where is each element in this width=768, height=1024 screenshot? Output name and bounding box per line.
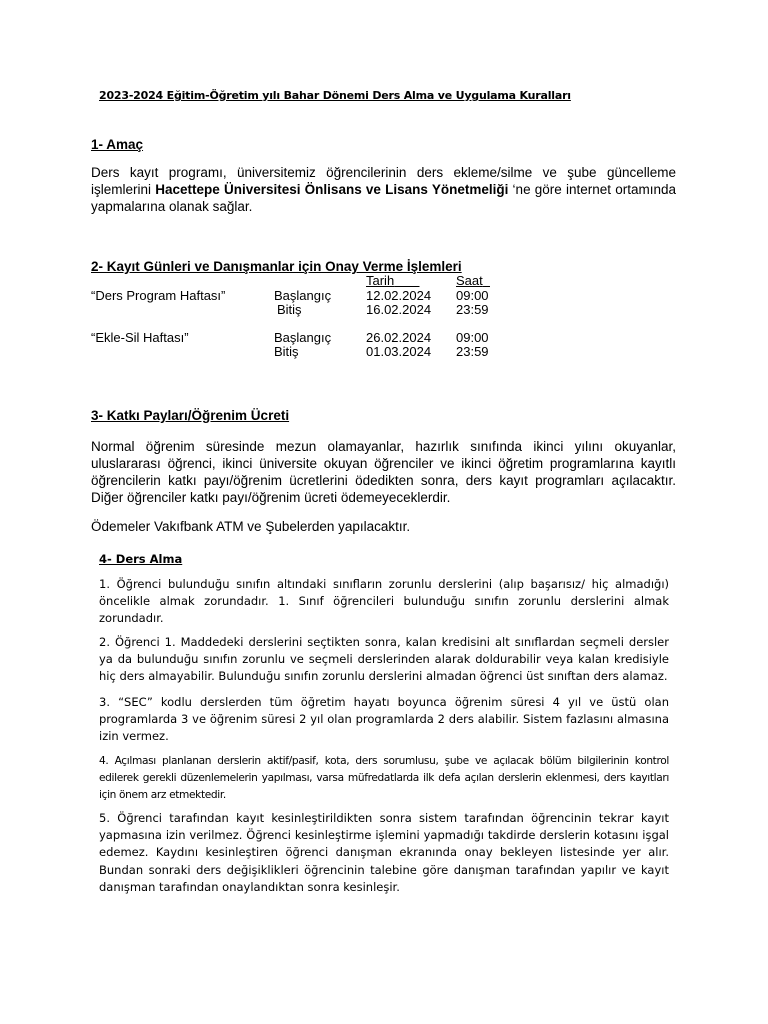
section1-text-before: Ders kayıt programı, üniversitemiz öğrencilerinin ders ekleme/silme ve şube güncelleme işlemlerini <box>91 165 676 197</box>
rule-item-2: 2. Öğrenci 1. Maddedeki derslerini seçtikten sonra, kalan kredisini alt sınıflardan seçmeli dersler ya da bulunduğu sınıfın zorunlu ve seçmeli derslerinden alarak doldurabilir veya kalan kredisiyle hiç ders almayabilir. Bulunduğu sınıfın zorunlu derslerini almadan öğrenci üst sınıftan ders alamaz. <box>99 635 669 684</box>
section3-paragraph: Normal öğrenim süresinde mezun olamayanlar, hazırlık sınıfında ikinci yılını okuyanlar, uluslararası öğrenci, ikinci üniversite okuyan öğrenciler ve ikinci öğretim programlarına kayıtlı öğrencilerin katkı payı/öğrenim ücretlerini ödedikten sonra, ders kayıt programları açılacaktır. Diğer öğrenciler katkı payı/öğrenim ücreti ödemeyeceklerdir. <box>91 439 676 505</box>
period-end-time: 23:59 <box>456 302 489 317</box>
rule-item-1: 1. Öğrenci bulunduğu sınıfın altındaki sınıfların zorunlu derslerini (alıp başarısız/ hiç almadığı) öncelikle almak zorundadır. 1. Sınıf öğrencileri bulunduğu sınıfın zorunlu derslerini almak zorundadır. <box>99 577 669 626</box>
period-end-time: 23:59 <box>456 344 489 359</box>
rule-item-5: 5. Öğrenci tarafından kayıt kesinleştirildikten sonra sistem tarafından öğrencinin tekrar kayıt yapmasına izin verilmez. Öğrenci kesinleştirme işlemini yapmadığı takdirde derslerin kotasını işgal edemez. Kaydını kesinleştiren öğrenci danışman ekranında onay bekleyen listesinde yer alır. Bundan sonraki ders değişiklikleri öğrencinin talebine göre danışman tarafından yapılır ve kayıt danışman tarafından onaylandıktan sonra kesinleşir. <box>99 811 669 894</box>
section3-heading: 3- Katkı Payları/Öğrenim Ücreti <box>91 408 290 423</box>
section1-paragraph <box>91 164 676 215</box>
period-name: “Ders Program Haftası” <box>91 288 226 303</box>
period-end-date: 01.03.2024 <box>366 344 432 359</box>
column-header-date: Tarih <box>366 273 395 288</box>
rule-item-3: 3. “SEC” kodlu derslerden tüm öğretim hayatı boyunca öğrenim süresi 4 yıl ve üstü olan programlarda 3 ve öğrenim süresi 2 yıl olan programlarda 2 ders alabilir. Sistem fazlasını almasına izin vermez. <box>99 695 669 744</box>
regulation-name: Hacettepe Üniversitesi Önlisans ve Lisans Yönetmeliği <box>155 182 509 197</box>
period-end-label: Bitiş <box>274 344 299 359</box>
section1-heading: 1- Amaç <box>91 137 144 152</box>
period-name: “Ekle-Sil Haftası” <box>91 330 189 345</box>
period-start-time: 09:00 <box>456 330 489 345</box>
period-end-date: 16.02.2024 <box>366 302 432 317</box>
period-start-date: 12.02.2024 <box>366 288 432 303</box>
rule-item-4: 4. Açılması planlanan derslerin aktif/pasif, kota, ders sorumlusu, şube ve açılacak bölüm bilgilerinin kontrol edilerek gerekli düzenlemelerin yapılması, varsa müfredatlarda ilk defa açılan derslerin eklenmesi, ders kayıtları için önem arz etmektedir. <box>99 755 669 801</box>
section2-heading: 2- Kayıt Günleri ve Danışmanlar için Onay Verme İşlemleri <box>91 259 462 274</box>
payment-info: Ödemeler Vakıfbank ATM ve Şubelerden yapılacaktır. <box>91 519 411 534</box>
period-start-date: 26.02.2024 <box>366 330 432 345</box>
period-start-time: 09:00 <box>456 288 489 303</box>
section1-text-after: ‘ne göre internet ortamında yapmalarına olanak sağlar. <box>91 182 677 214</box>
period-end-label: Bitiş <box>277 302 302 317</box>
period-start-label: Başlangıç <box>274 288 332 303</box>
document-title: 2023-2024 Eğitim-Öğretim yılı Bahar Dönemi Ders Alma ve Uygulama Kuralları <box>99 89 571 102</box>
section4-heading: 4- Ders Alma <box>99 552 183 566</box>
period-start-label: Başlangıç <box>274 330 332 345</box>
column-header-time: Saat <box>456 273 483 288</box>
